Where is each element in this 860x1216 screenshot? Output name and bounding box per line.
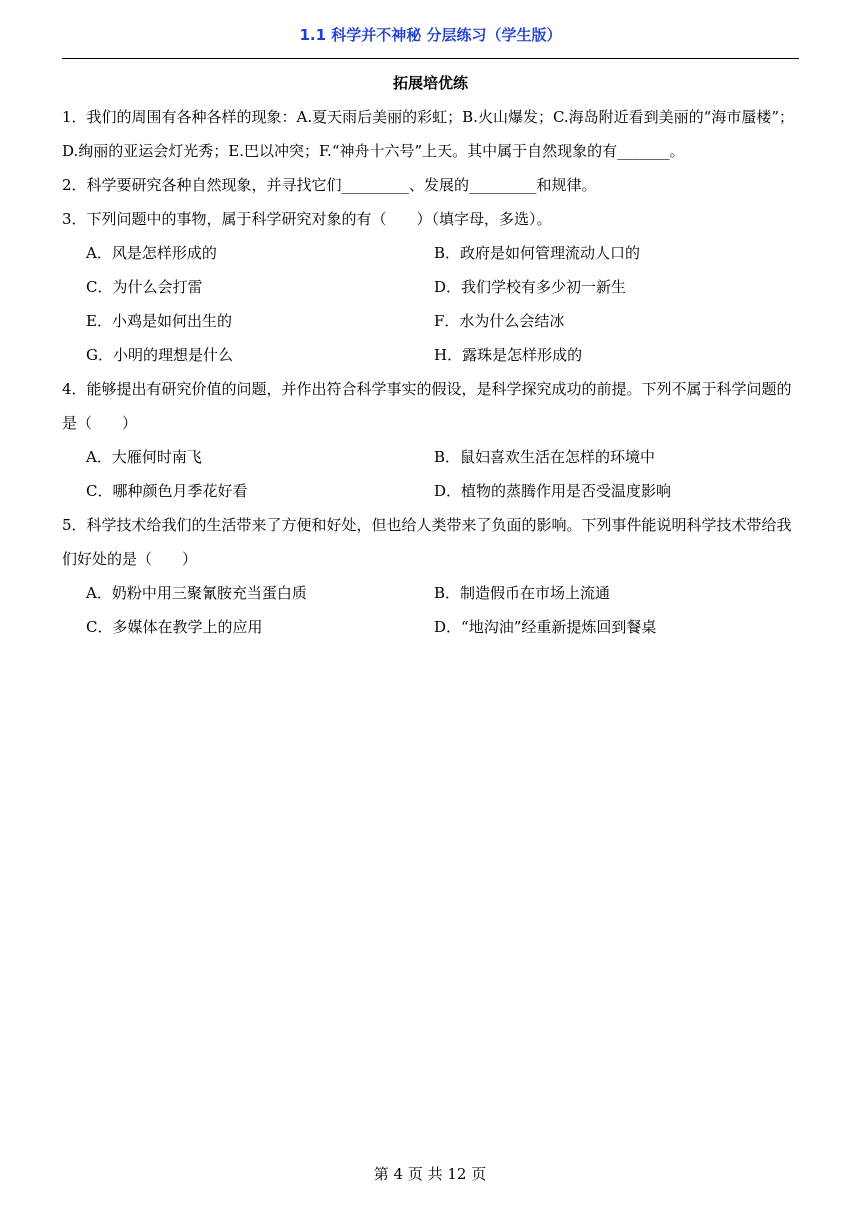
option-b: B．鼠妇喜欢生活在怎样的环境中 <box>434 448 656 466</box>
options-grid <box>62 236 799 372</box>
question-text: 1．我们的周围有各种各样的现象：A.夏天雨后美丽的彩虹；B.火山爆发；C.海岛附近看到美丽的“海市蜃楼”；D.绚丽的亚运会灯光秀；E.巴以冲突；F.“神舟十六号”上天。其中属于自然现象的有_______。 <box>62 108 794 160</box>
option-a: A．奶粉中用三聚氰胺充当蛋白质 <box>86 584 307 602</box>
option-g: G．小明的理想是什么 <box>86 346 233 364</box>
option-b: B．政府是如何管理流动人口的 <box>434 244 641 262</box>
question-text: 4．能够提出有研究价值的问题，并作出符合科学事实的假设，是科学探究成功的前提。下列不属于科学问题的是（ ） <box>62 380 792 432</box>
section-title: 拓展培优练 <box>392 74 468 92</box>
worksheet-content <box>62 66 799 644</box>
options-grid <box>62 576 799 644</box>
question-text: 5．科学技术给我们的生活带来了方便和好处，但也给人类带来了负面的影响。下列事件能说明科学技术带给我们好处的是（ ） <box>62 516 792 568</box>
option-d: D．植物的蒸腾作用是否受温度影响 <box>434 482 672 500</box>
options-grid <box>62 440 799 508</box>
option-a: A．大雁何时南飞 <box>86 448 202 466</box>
option-d: D．我们学校有多少初一新生 <box>434 278 627 296</box>
option-c: C．多媒体在教学上的应用 <box>86 618 263 636</box>
question-4 <box>62 372 799 508</box>
option-c: C．为什么会打雷 <box>86 278 203 296</box>
question-text: 2．科学要研究各种自然现象，并寻找它们_________、发展的_________和规律。 <box>62 176 597 194</box>
header-divider <box>62 58 799 59</box>
page-header-title: 1.1 科学并不神秘 分层练习（学生版） <box>299 26 562 44</box>
option-d: D．“地沟油”经重新提炼回到餐桌 <box>434 618 657 636</box>
option-h: H．露珠是怎样形成的 <box>434 346 583 364</box>
question-1 <box>62 100 799 168</box>
question-text: 3．下列问题中的事物，属于科学研究对象的有（ ）（填字母，多选）。 <box>62 210 552 228</box>
option-e: E．小鸡是如何出生的 <box>86 312 232 330</box>
question-2 <box>62 168 799 202</box>
option-f: F．水为什么会结冰 <box>434 312 565 330</box>
option-b: B．制造假币在市场上流通 <box>434 584 611 602</box>
page-number-footer: 第 4 页 共 12 页 <box>373 1165 487 1183</box>
option-c: C．哪种颜色月季花好看 <box>86 482 248 500</box>
question-3 <box>62 202 799 372</box>
question-5 <box>62 508 799 644</box>
option-a: A．风是怎样形成的 <box>86 244 217 262</box>
